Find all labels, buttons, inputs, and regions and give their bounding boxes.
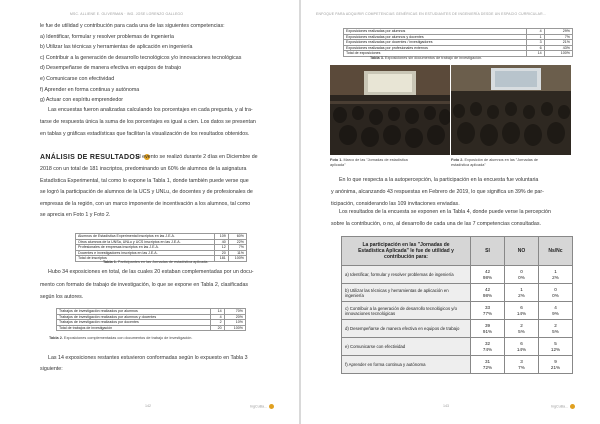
row-count: 14 [526,51,544,57]
photo-2-image [451,65,571,155]
text-line: en tablas y gráficas estadísticas que facilitan la visualización de los resultados obtenidos. [40,131,250,137]
row-count: 109 [214,234,228,240]
journal-logo-icon [570,404,575,409]
photo-1-lecture-hall [330,65,450,155]
text-line: se aprecia en Foto 1 y Foto 2. [40,212,111,218]
si-value [471,320,505,338]
text-line: g) Actuar con espíritu emprendedor [40,97,124,104]
row-percent: 70% [224,309,245,315]
percent: 12% [550,346,561,352]
count: 32 [484,341,491,347]
running-header: MSC. ALLIENE E. OLIVERMAN · ING. JOSE LORENZO GALLEGO [70,12,184,16]
text-line: empresas de la región, con un marco imponente de incentivación a los alumnos, tal como [40,200,251,207]
percent: 2% [518,292,525,298]
no-value [505,266,539,284]
left-page [0,0,299,424]
text-line: Hubo 34 exposiciones en total, de las cuales 20 estaban complementadas por un docu- [48,269,254,275]
percent: 14% [516,346,527,352]
photo-1-image [330,65,450,155]
count: 2 [554,323,557,329]
table-3 [343,28,573,57]
row-label: Exposiciones realizadas por profesionales externos [344,45,527,51]
percent: 2% [552,274,559,280]
row-label: Exposiciones realizadas por alumnos y docentes [344,34,527,40]
row-count: 14 [211,309,225,315]
percent: 5% [552,328,559,334]
table-1 [75,233,247,262]
percent: 98% [482,274,493,280]
count: 4 [554,305,557,311]
si-value [471,356,505,374]
text-line: y anónima, alcanzando 43 respuestas en Febrero de 2019, lo que significa un 39% de par- [331,189,544,195]
count: 6 [520,341,523,347]
table-4-row [342,266,573,284]
row-label: Trabajos de investigación realizados por alumnos [57,309,211,315]
running-header: ENFOQUE PARA ADQUIRIR COMPETENCIAS GENÉRICAS EN ESTUDIANTES DE INGENIERÍA DESDE UN ESPACIO CURRICULAR... [316,12,547,16]
row-percent: 21% [544,40,572,46]
table-4-row [342,338,573,356]
si-value [471,302,505,320]
count: 1 [554,269,557,275]
competency-label: b) Utilizar las técnicas y herramientas de aplicación en ingeniería [342,284,471,302]
row-count: 181 [214,256,228,262]
question-header: La participación en las "Jornadas de Estadística Aplicada" le fue de utilidad y contribución para: [342,237,471,266]
text-line: mento con formato de trabajo de investigación, lo que se expone en Tabla 2, clasificadas [40,281,249,288]
col-no-header: NO [505,237,539,266]
row-percent: 43% [544,45,572,51]
percent: 91% [482,328,493,334]
row-label: Total de exposiciones [344,51,527,57]
text-line: a) Identificar, formular y resolver problemas de ingeniería [40,33,174,40]
count: 2 [520,323,523,329]
row-label: Exposiciones realizadas por alumnos [344,29,527,35]
nsnc-value [539,284,573,302]
si-value [471,266,505,284]
text-line: Los resultados de la encuesta se exponen en la Tabla 4, donde puede verse la percepción [339,209,551,215]
nsnc-value [539,266,573,284]
table-4 [341,236,573,374]
col-nsnc-header: Ns/Nc [539,237,573,266]
journal-footer: IngCuBa... [551,404,575,409]
row-label: Trabajos de investigación realizados por alumnos y docentes [57,314,211,320]
row-percent: 29% [544,29,572,35]
row-percent: 20% [224,314,245,320]
text-line: d) Desempeñarse de manera efectiva en equipos de trabajo [40,65,182,72]
photo-2-caption: Foto 2. Exposición de alumnos en las "Jornadas de estadística aplicada" [451,158,539,167]
percent: 14% [516,310,527,316]
table-4-row [342,284,573,302]
text-line: Estadística Experimental, tal como lo expone la Tabla 1, donde también puede verse que [40,177,249,184]
row-count: 40 [214,239,228,245]
competency-label: f) Aprender en forma continua y autónoma [342,356,471,374]
no-value [505,302,539,320]
row-percent: 10% [224,320,245,326]
competency-label: e) Comunicarse con efectividad [342,338,471,356]
row-label: Trabajos de investigación realizados por docentes [57,320,211,326]
count: 0 [520,269,523,275]
page-number: 143 [443,404,449,408]
text-line: f) Aprender en forma continua y autónoma [40,86,140,93]
row-count: 2 [211,320,225,326]
row-percent: 11% [228,250,246,256]
row-percent: 100% [224,325,245,331]
row-count: 20 [211,325,225,331]
table-4-row [342,302,573,320]
percent: 5% [518,328,525,334]
nsnc-value [539,356,573,374]
photo-2-student-presentation [451,65,571,155]
si-value [471,338,505,356]
row-count: 12 [214,245,228,251]
percent: 98% [482,292,493,298]
row-count: 6 [526,45,544,51]
percent: 0% [518,274,525,280]
no-value [505,284,539,302]
text-line: le fue de utilidad y contribución para cada una de las siguientes competencias: [40,23,225,29]
row-percent: 22% [228,239,246,245]
count: 31 [484,359,491,365]
text-line: b) Utilizar las técnicas y herramientas de aplicación en ingeniería [40,44,193,51]
text-line: tarse de respuesta única la suma de los porcentajes es igual a cien. Los datos se presentan [40,119,256,125]
row-count: 3 [526,40,544,46]
table-2 [56,308,246,331]
percent: 72% [482,364,493,370]
text-line: Las 14 exposiciones restantes estuvieron conformadas según lo expuesto en Tabla 3 [48,355,248,361]
table-2-row [57,325,246,331]
no-value [505,356,539,374]
text-line: c) Contribuir a la generación de desarrollo tecnológicos y/o innovaciones tecnológicas [40,54,242,61]
nsnc-value [539,320,573,338]
table-1-row [76,234,247,240]
text-line: Las encuestas fueron analizadas calculando los porcentajes en cada pregunta, y al tra- [48,107,253,113]
competency-label: c) Contribuir a la generación de desarrollo tecnológicos y/o innovaciones tecnológicas [342,302,471,320]
row-count: 4 [526,29,544,35]
text-line: ticipación, considerando las 109 invitaciones enviadas. [331,201,460,207]
count: 33 [484,305,491,311]
row-percent: 7% [544,34,572,40]
journal-footer: IngCuBa... [250,404,274,409]
percent: 9% [552,310,559,316]
count: 1 [520,287,523,293]
row-label: Total de inscriptos [76,256,215,262]
row-label: Total de trabajos de investigación [57,325,211,331]
table-4-row [342,320,573,338]
count: 42 [484,287,491,293]
row-count: 20 [214,250,228,256]
count: 3 [520,359,523,365]
count: 39 [484,323,491,329]
count: 0 [554,287,557,293]
nsnc-value [539,338,573,356]
text-line: En lo que respecta a la autopercepción, la participación en la encuesta fue voluntaria [339,177,539,183]
count: 42 [484,269,491,275]
table-3-caption: Tabla 3. Exposiciones sin documentos de trabajo de investigación. [370,56,483,60]
row-label: Docentes e investigadores inscriptos en las J.E.A. [76,250,215,256]
text-line: sobre la contribución, o no, al desarrollo de cada una de las 7 competencias consultadas. [331,221,541,227]
competency-label: d) Desempeñarse de manera efectiva en equipos de trabajo [342,320,471,338]
table-1-caption: Tabla 1. Participantes en las Jornadas de estadística aplicada. [103,260,209,264]
page-number: 142 [145,404,151,408]
row-label: Otros alumnos de la UNSa, UNLu y UCS inscriptos en las J.E.A. [76,239,215,245]
count: 6 [520,305,523,311]
competency-label: a) Identificar, formular y resolver problemas de ingeniería [342,266,471,284]
no-value [505,338,539,356]
section-heading: ANÁLISIS DE RESULTADOS [40,154,150,161]
row-percent: 7% [228,245,246,251]
row-label: Exposiciones realizadas por docentes / investigadores [344,40,527,46]
count: 9 [554,359,557,365]
percent: 77% [482,310,493,316]
row-count: 1 [526,34,544,40]
right-page [301,0,600,424]
text-line: siguiente: [40,365,63,372]
table-4-header [342,237,573,266]
row-label: Alumnos de Estadística Experimental inscriptos en las J.E.A. [76,234,215,240]
row-percent: 60% [228,234,246,240]
percent: 21% [550,364,561,370]
row-count: 4 [211,314,225,320]
no-value [505,320,539,338]
text-line: e) Comunicarse con efectividad [40,76,115,82]
row-label: Profesionales de empresas inscriptos en las J.E.A. [76,245,215,251]
text-line: 2018 con un total de 181 inscriptos, predominando un 60% de alumnos de la asignatura [40,166,247,172]
nsnc-value [539,302,573,320]
table-4-row [342,356,573,374]
photo-1-caption: Foto 1. Marco de las "Jornadas de estadística aplicada" [330,158,408,167]
col-si-header: SI [471,237,505,266]
text-line: se logró la participación de alumnos de la UCS y UNLu, de docentes y de profesionales de [40,189,253,195]
percent: 7% [518,364,525,370]
percent: 74% [482,346,493,352]
heading-continuation: El evento se realizó durante 2 días en Diciembre de [136,154,258,160]
count: 5 [554,341,557,347]
row-percent: 100% [544,51,572,57]
table-2-caption: Tabla 2. Exposiciones complementadas con documentos de trabajo de investigación. [49,336,193,340]
row-percent: 100% [228,256,246,262]
si-value [471,284,505,302]
text-line: según los autores. [40,294,84,300]
percent: 0% [552,292,559,298]
journal-logo-icon [269,404,274,409]
